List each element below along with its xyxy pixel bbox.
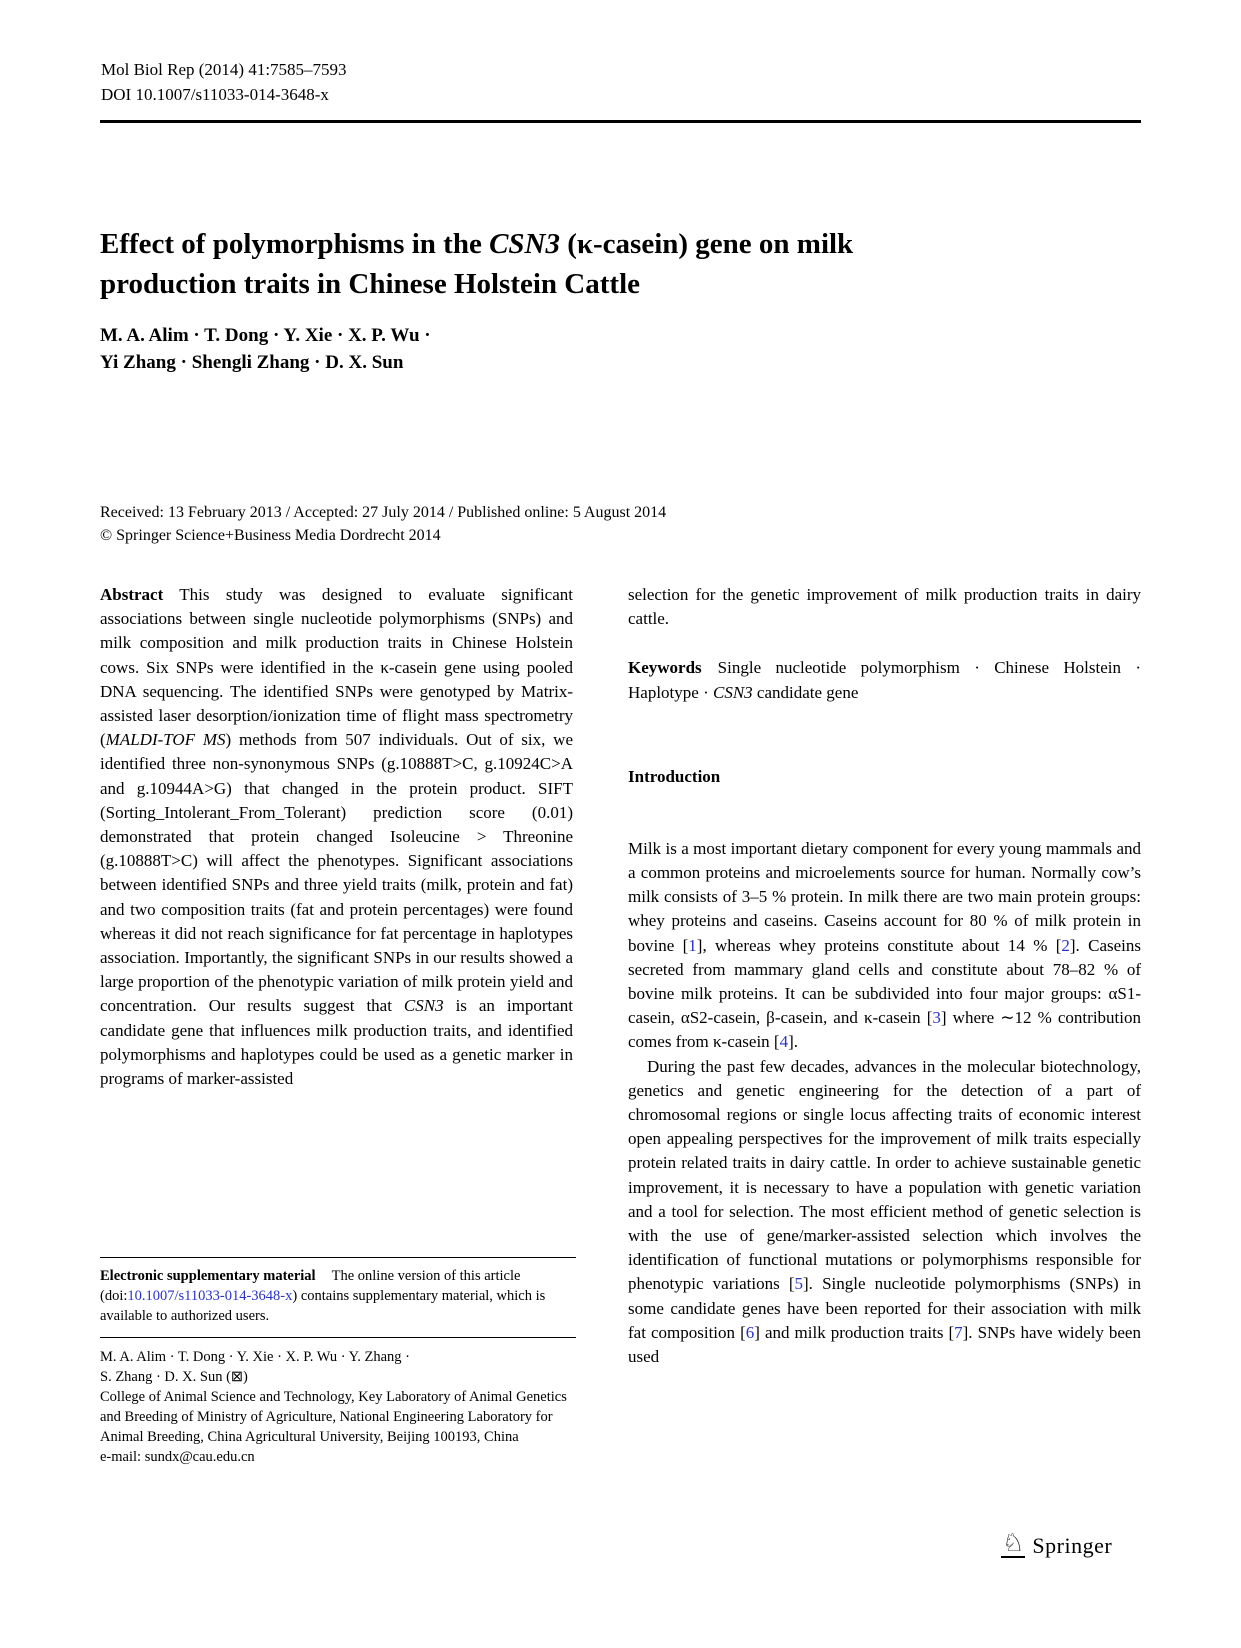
springer-knight-icon: ♘ [1002, 1528, 1025, 1557]
text-segment: © Springer Science+Business Media Dordrecht 2014 [100, 527, 441, 544]
journal-header [101, 57, 347, 107]
text-segment: ) contains supplementary material, which is available to authorized users. [100, 1288, 546, 1324]
inline-link[interactable]: 3 [932, 1008, 941, 1028]
text-segment: The online version of this article (doi: [100, 1268, 521, 1304]
two-column-body [100, 583, 1141, 1369]
text-segment: CSN3 [712, 682, 753, 702]
doi-line: DOI 10.1007/s11033-014-3648-x [101, 85, 329, 104]
text-segment: M. A. Alim · T. Dong · Y. Xie · X. P. Wu · Y. Zhang · [100, 1349, 410, 1365]
text-segment: Single nucleotide polymorphism · Chinese Holstein · Haplotype · [628, 658, 1141, 702]
inline-link[interactable]: 4 [779, 1032, 789, 1052]
text-segment: Electronic supplementary material [100, 1268, 316, 1284]
text-segment: ] and milk production traits [ [754, 1322, 955, 1342]
text-segment: is an important candidate gene that influences milk production traits, and identified polymorphisms and haplotypes could be used as a genetic marker in programs of marker-assisted [100, 996, 573, 1089]
text-segment: ] where ∼12 % contribution comes from κ-casein [ [628, 1008, 1141, 1052]
text-segment: selection for the genetic improvement of milk production traits in dairy cattle. [628, 585, 1141, 629]
text-segment: candidate gene [752, 682, 859, 702]
text-segment: ]. Single nucleotide polymorphisms (SNPs) in some candidate genes have been reported for their association with milk fat composition [ [628, 1274, 1141, 1342]
text-segment: Effect of polymorphisms in the [100, 228, 490, 261]
header-divider [100, 120, 1141, 123]
inline-link[interactable]: 10.1007/s11033-014-3648-x [127, 1288, 293, 1304]
text-segment: ]. SNPs have widely been used [628, 1322, 1141, 1367]
text-segment: During the past few decades, advances in the molecular biotechnology, genetics and genetic engineering for the detection of a part of chromosomal regions or single locus affecting traits of economic interest open appealing perspectives for the improvement of milk traits especially protein related traits in dairy cattle. In order to achieve sustainable genetic improvement, it is necessary to have a population with genetic variation and a tool for selection. The most efficient method of genetic selection is with the use of gene/marker-assisted selection which involves the identification of functional mutations or polymorphisms responsible for phenotypic variations [ [628, 1056, 1141, 1294]
abstract-paragraph [100, 583, 573, 1091]
text-segment: S. Zhang · D. X. Sun (⊠) [100, 1369, 248, 1385]
text-segment: production traits in Chinese Holstein Cattle [100, 268, 640, 301]
text-segment: ]. [788, 1032, 799, 1052]
text-segment: This study was designed to evaluate significant associations between single nucleotide polymorphisms (SNPs) and milk composition and milk production traits in Chinese Holstein cows. Six SNPs were identified in the κ-casein gene using pooled DNA sequencing. The identified SNPs were genotyped by Matrix-assisted laser desorption/ionization time of flight mass spectrometry ( [100, 585, 573, 750]
author-affiliation [100, 1347, 576, 1467]
footnote-block [100, 1257, 576, 1467]
text-segment: Milk is a most important dietary component for every young mammals and a common proteins and microelements source for human. Normally cow’s milk consists of 3–5 % protein. In milk there are two main protein groups: whey proteins and caseins. Caseins account for 80 % of milk protein in bovine [ [628, 838, 1141, 955]
inline-link[interactable]: 6 [745, 1322, 755, 1342]
footnote-divider-bottom [100, 1337, 576, 1338]
left-column [100, 583, 573, 1369]
text-segment: College of Animal Science and Technology, Key Laboratory of Animal Genetics and Breeding of Ministry of Agriculture, National Engineering Laboratory for Animal Breeding, China Agricultural University, Beijing 100193, China [100, 1389, 567, 1445]
publication-dates [100, 501, 666, 547]
text-segment: e-mail: sundx@cau.edu.cn [100, 1449, 255, 1465]
introduction-heading: Introduction [628, 766, 721, 786]
text-segment: (κ-casein) gene on milk [560, 228, 854, 261]
introduction-paragraph-2 [628, 1055, 1141, 1370]
text-segment: MALDI-TOF MS [105, 730, 226, 750]
introduction-paragraph-1 [628, 837, 1141, 1055]
author-list [100, 322, 431, 376]
page-title [100, 224, 1110, 304]
text-segment: ]. Caseins secreted from mammary gland cells and constitute about 78–82 % of bovine milk proteins. It can be subdivided into four major groups: αS1-casein, αS2-casein, β-casein, and κ-casein [ [628, 935, 1142, 1028]
inline-link[interactable]: 2 [1061, 935, 1070, 955]
footnote-divider-top [100, 1257, 576, 1258]
keywords-paragraph [628, 656, 1141, 704]
inline-link[interactable]: 7 [954, 1322, 963, 1342]
text-segment: M. A. Alim · T. Dong · Y. Xie · X. P. Wu · [100, 325, 431, 346]
inline-link[interactable]: 5 [794, 1274, 804, 1294]
text-segment: Received: 13 February 2013 / Accepted: 27 July 2014 / Published online: 5 August 2014 [100, 504, 667, 521]
publisher-logo [1001, 1530, 1112, 1558]
text-segment: CSN3 [489, 228, 560, 261]
text-segment: CSN3 [403, 996, 444, 1016]
text-segment: ) methods from 507 individuals. Out of six, we identified three non-synonymous SNPs (g.10888T>C, g.10924C>A and g.10944A>G) that changed in the protein product. SIFT (Sorting_Intolerant_From_Tolerant) prediction score (0.01) demonstrated that protein changed Isoleucine > Threonine (g.10888T>C) will affect the phenotypes. Significant associations between identified SNPs and three yield traits (milk, protein and fat) and two composition traits (fat and protein percentages) were found whereas it did not reach significance for fat percentage in haplotypes association. Importantly, the significant SNPs in our results showed a large proportion of the phenotypic variation of milk protein yield and concentration. Our results suggest that [100, 730, 573, 1016]
inline-link[interactable]: 1 [688, 935, 697, 955]
publisher-name: Springer [1032, 1532, 1113, 1558]
right-column [628, 583, 1141, 1369]
text-segment: Keywords [628, 658, 702, 678]
text-segment: Yi Zhang · Shengli Zhang · D. X. Sun [100, 352, 404, 373]
text-segment: ], whereas whey proteins constitute about 14 % [ [696, 935, 1062, 955]
journal-citation: Mol Biol Rep (2014) 41:7585–7593 [101, 60, 347, 79]
supplementary-material-note [100, 1266, 576, 1326]
text-segment: Abstract [100, 585, 164, 604]
abstract-continuation-paragraph [628, 583, 1141, 631]
